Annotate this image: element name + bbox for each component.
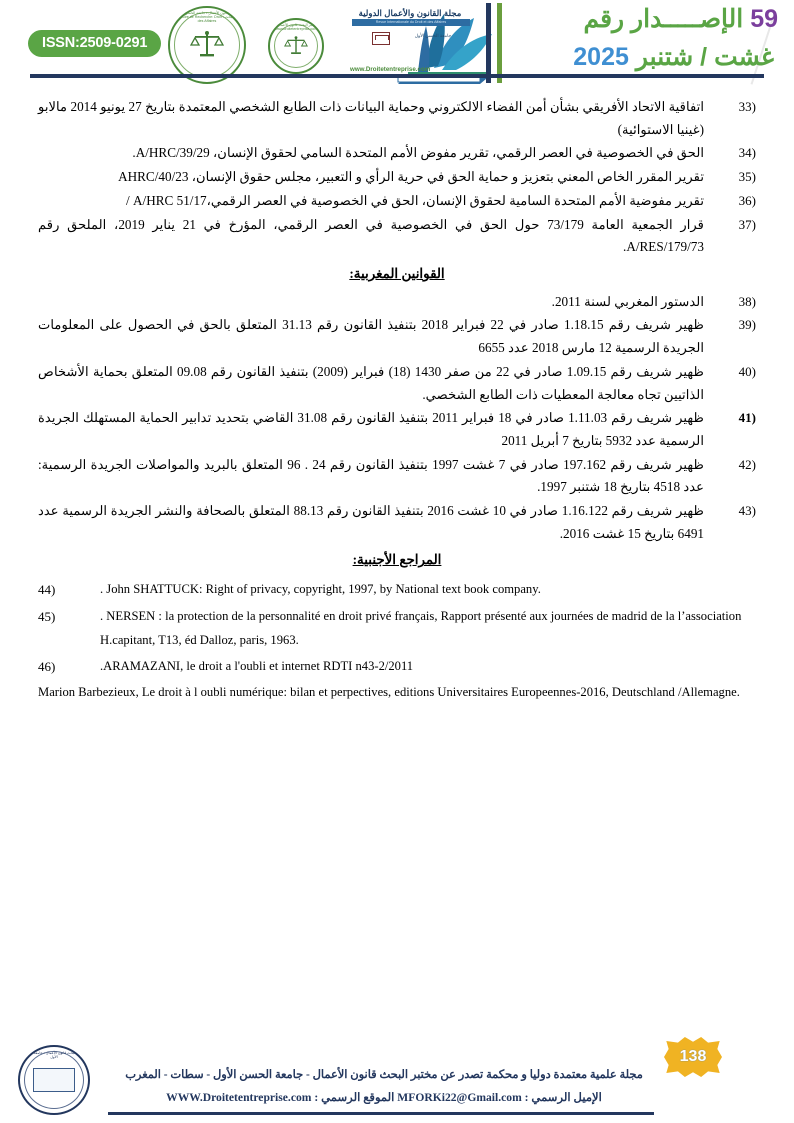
issue-date-line <box>573 42 774 72</box>
section-heading-foreign-references: المراجع الأجنبية: <box>352 552 442 568</box>
reference-item <box>38 96 756 141</box>
page-header <box>0 0 794 90</box>
issue-label: الإصـــــدار رقم <box>583 5 744 33</box>
reference-item <box>38 190 756 213</box>
seal-arc-text: البحث: قانون الأعمال • جامعة الحسن الأول • مختبر البحث • Laboratoire de Recherche: Droit des Affaires <box>170 11 244 24</box>
footer-site-url[interactable]: WWW.Droitetentreprise.com <box>166 1091 312 1104</box>
reference-item <box>38 166 756 189</box>
section-heading-moroccan-laws: القوانين المغربية: <box>349 265 445 281</box>
footer-email-label: الإميل الرسمي : <box>524 1091 602 1104</box>
reference-text: الحق في الخصوصية في العصر الرقمي، تقرير مفوض الأمم المتحدة السامي لحقوق الإنسان، A/HRC/39/29. <box>132 145 704 161</box>
reference-text: ظهير شريف رقم 1.11.03 صادر في 18 فبراير 2011 بتنفيذ القانون رقم 31.08 القاضي بتحديد تدابير الحماية المستهلك الجريدة الرسمية عدد 5932 بتاريخ 7 أبريل 2011 <box>38 410 704 448</box>
page-number-badge <box>664 1037 722 1077</box>
reference-number: 44) <box>38 582 56 598</box>
reference-item <box>38 654 756 679</box>
reference-item <box>38 407 756 452</box>
header-divider-green <box>497 3 502 83</box>
reference-number: 39) <box>738 317 756 333</box>
reference-number: 34) <box>738 145 756 161</box>
reference-text: ظهير شريف رقم 1.09.15 صادر في 22 من صفر 1430 (18) فبراير (2009) بتنفيذ القانون رقم 09.08 المتعلق بحماية الأشخاص الذاتيين تجاه معالجة المعطيات ذات الطابع الشخصي. <box>38 363 704 402</box>
reference-text: ظهير شريف رقم 1.18.15 صادر في 22 فبراير 2018 بتنفيذ القانون رقم 31.13 المتعلق بالحق في الحصول على المعلومات الجريدة الرسمية 12 مارس 2018 عدد 6655 <box>38 317 704 356</box>
issue-months: غشت / شتنبر <box>635 43 774 71</box>
page-content <box>38 96 756 705</box>
reference-item <box>38 500 756 545</box>
footer-contacts <box>104 1090 664 1104</box>
scales-of-justice-icon-small <box>284 36 308 57</box>
reference-number: 35) <box>738 169 756 185</box>
reference-text: .ARAMAZANI, le droit a l'oubli et internet RDTI n43-2/2011 <box>100 658 414 673</box>
reference-number: 38) <box>738 293 756 309</box>
footer-stamp-icon <box>18 1045 90 1115</box>
scales-of-justice-icon <box>190 30 224 60</box>
seal-arc-text-small: مختبر البحث قانون الأعمال • www.droitetentreprise.com <box>274 23 318 32</box>
university-mark <box>372 32 462 60</box>
reference-item <box>38 314 756 359</box>
reference-number: 46) <box>38 658 56 674</box>
reference-text: قرار الجمعية العامة 73/179 حول الحق في الخصوصية في العصر الرقمي، المؤرخ في 21 يناير 2019، الملحق رقم A/RES/179/73. <box>38 216 704 255</box>
reference-item <box>38 577 756 602</box>
journal-title-latin-band: Revue Internationale du Droit et des Affaires <box>352 19 470 26</box>
foreign-references-list <box>38 577 756 679</box>
reference-text: تقرير المقرر الخاص المعني بتعزيز و حماية الحق في حرية الرأي و التعبير، مجلس حقوق الإنسان، AHRC/40/23 <box>118 169 704 185</box>
reference-text: . NERSEN : la protection de la personnalité en droit privé français, Rapport présenté aux journées de madrid de la l’association H.capitant, T13, éd Dalloz, paris, 1963. <box>100 608 742 648</box>
reference-text: اتفاقية الاتحاد الأفريقي بشأن أمن الفضاء الالكتروني وحماية البيانات ذات الطابع الشخصي المعتمدة بتاريخ 27 يونيو 2014 مالابو (غينيا الاستوائية) <box>38 99 704 137</box>
reference-item <box>38 291 756 314</box>
reference-number: 42) <box>738 456 756 472</box>
issue-number: 59 <box>750 5 778 33</box>
reference-text: ظهير شريف رقم 197.162 صادر في 7 غشت 1997 بتنفيذ القانون رقم 24 . 96 المتعلق بالبريد والمواصلات الجريدة الرسمية: عدد 4518 بتاريخ 18 شتنبر 1997. <box>38 456 704 495</box>
reference-text: . John SHATTUCK: Right of privacy, copyright, 1997, by National text book company. <box>100 582 541 597</box>
journal-title-arabic: مجلة القانون والأعمال الدولية <box>358 8 462 18</box>
page-footer <box>0 1043 794 1123</box>
reference-number: 33) <box>738 99 756 114</box>
laboratory-seal-icon <box>168 6 246 84</box>
journal-seal-icon <box>268 18 324 74</box>
reference-text: تقرير مفوضية الأمم المتحدة السامية لحقوق الإنسان، الحق في الخصوصية في العصر الرقمي،A/HRC 51/17 / <box>126 192 704 208</box>
footer-seal-emblem <box>33 1068 75 1092</box>
reference-item <box>38 214 756 259</box>
footer-text-block <box>104 1067 664 1109</box>
moroccan-laws-list <box>38 291 756 546</box>
issn-badge: ISSN:2509-0291 <box>28 30 161 57</box>
reference-number: 36) <box>738 192 756 208</box>
reference-number: 43) <box>738 503 756 519</box>
reference-item <box>38 454 756 499</box>
header-rule <box>30 74 764 78</box>
footer-rule <box>108 1112 654 1115</box>
issue-year: 2025 <box>573 43 629 71</box>
reference-number: 37) <box>738 216 756 232</box>
reference-text: ظهير شريف رقم 1.16.122 صادر في 10 غشت 2016 بتنفيذ القانون رقم 88.13 المتعلق بالصحافة والنشر الجريدة الرسمية عدد 6491 بتاريخ 15 غشت 2016. <box>38 503 704 541</box>
reference-item <box>38 361 756 406</box>
footer-description: مجلة علمية معتمدة دوليا و محكمة تصدر عن مختبر البحث قانون الأعمال - جامعة الحسن الأول - سطات - المغرب <box>125 1069 643 1081</box>
reference-item <box>38 142 756 165</box>
page-number: 138 <box>679 1048 707 1065</box>
reference-number: 41) <box>738 410 756 426</box>
international-references-list <box>38 96 756 259</box>
university-name-arabic: جامعة الحسن الأول <box>414 33 452 38</box>
university-emblem-icon <box>372 32 390 45</box>
reference-number: 40) <box>738 363 756 379</box>
trailing-reference-line: Marion Barbezieux, Le droit à l oubli numérique: bilan et perpectives, editions Universitaires Europeennes-2016, Deutschland /Allemagne. <box>38 685 740 699</box>
footer-site-label: الموقع الرسمي : <box>314 1091 395 1104</box>
issue-label-line <box>583 4 778 34</box>
header-divider-navy <box>486 3 491 83</box>
footer-seal-text: مختبر البحث قانون الأعمال • جامعة الحسن الأول <box>22 1051 86 1060</box>
header-site-url: www.Droitetentreprise.com <box>350 66 431 73</box>
reference-text: الدستور المغربي لسنة 2011. <box>551 293 704 309</box>
reference-item <box>38 604 756 653</box>
reference-number: 45) <box>38 608 56 624</box>
footer-email[interactable]: MFORKi22@Gmail.com <box>397 1091 522 1104</box>
